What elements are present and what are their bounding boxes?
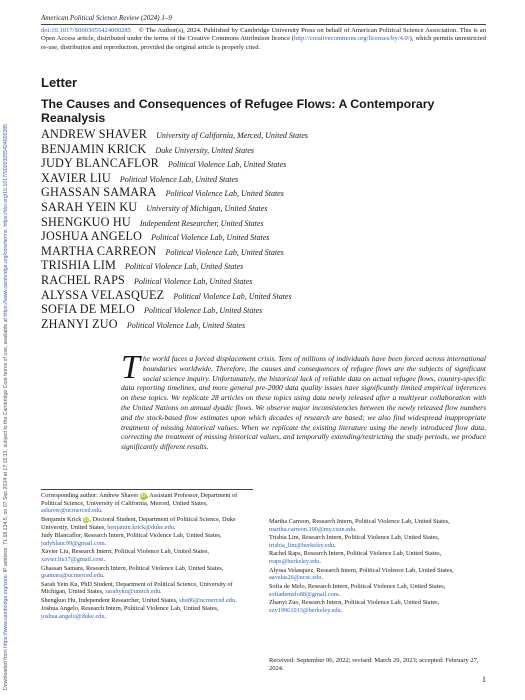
author-entry (41, 215, 486, 230)
footnote-email-link[interactable]: shu86@ucmerced.edu (179, 596, 236, 604)
author-affiliation: Political Violence Lab, United States (168, 160, 287, 170)
footnote-item: Alyssa Velasquez, Research Intern, Political Violence Lab, United States, aavelas26@ucsc.edu. (269, 566, 454, 582)
footnote-email-link[interactable]: sarahyku@umich.edu (105, 588, 161, 596)
footnote-text: Corresponding author: Andrew Shaver (41, 492, 139, 499)
orcid-icon[interactable]: iD (84, 516, 89, 522)
header-rule (41, 24, 486, 25)
article-type: Letter (41, 75, 78, 90)
footnote-text: Xavier Liu, Research Intern, Political Violence Lab, United States, (41, 548, 210, 556)
author-entry (41, 127, 486, 142)
author-name: JUDY BLANCAFLOR (41, 156, 160, 171)
author-entry (41, 317, 486, 332)
footnote-item: Judy Blancaflor, Research Intern, Political Violence Lab, United States, judyblanc99@gmail.com. (41, 532, 222, 547)
author-entry (41, 142, 486, 157)
orcid-icon[interactable]: iD (141, 493, 146, 498)
footnote-text-rest: , Doctoral Student, Department of Political Science, Duke University, United States, (41, 515, 236, 531)
author-entry (41, 229, 486, 244)
author-name: SHENGKUO HU (41, 214, 131, 229)
author-entry (41, 171, 486, 186)
sidebar-text: . IP address: 71.68.134.5, on 07 Sep 2024 at 17:15:13, subject to the Cambridge Core terms of use, available at (3, 318, 9, 576)
footnote-item: Martha Carreon, Research Intern, Political Violence Lab, United States, martha.carreon.100@my.csun.edu. (269, 518, 450, 533)
author-entry (41, 200, 486, 215)
sidebar-sep: . (3, 228, 9, 230)
author-name: ZHANYI ZUO (41, 316, 118, 331)
footnote-email-link[interactable]: martha.carreon.100@my.csun.edu (269, 525, 356, 533)
license-end: ), which permits unrestricted re-use, distribution and reproduction, provided the original article is properly cited. (41, 35, 486, 51)
footnote-email-link[interactable]: rraps@berkeley.edu (269, 558, 320, 566)
footnote-email-link[interactable]: xavier.liu17@gmail.com (41, 556, 104, 564)
footnote-email-link[interactable]: joshua.angelo@duke.edu (41, 613, 105, 621)
author-name: BENJAMIN KRICK (41, 141, 147, 156)
footnotes-right (269, 518, 486, 615)
page-number: 1 (482, 675, 486, 684)
footnote-text: Zhanyi Zuo, Research Intern, Political Violence Lab, United States, (269, 599, 440, 607)
footnote-item: Xavier Liu, Research Intern, Political Violence Lab, United States, xavier.liu17@gmail.com. (41, 548, 210, 564)
footnote-email-link[interactable]: aavelas26@ucsc.edu (269, 574, 322, 582)
footnote-email-link[interactable]: zzy19961013@berkeley.edu (269, 606, 341, 614)
author-affiliation: Political Violence Lab, United States (126, 320, 246, 330)
author-affiliation: Duke University, United States (155, 145, 255, 155)
journal-header: American Political Science Review (2024) 1–9 (41, 14, 172, 22)
footnote-text: Ghassan Samara, Research Intern, Political Violence Lab, United States, (41, 564, 224, 572)
footnote-email-link[interactable]: ashaver@ucmerced.edu (41, 507, 102, 515)
author-name: JOSHUA ANGELO (41, 229, 143, 244)
footnote-item: Benjamin Krick iD, Doctoral Student, Department of Political Science, Duke University, United States, benjamin.krick@duke.edu. (41, 515, 236, 531)
author-name: MARTHA CARREON (41, 243, 157, 258)
footnote-text: Shengkuo Hu, Independent Researcher, United States, (41, 596, 178, 604)
author-name: RACHEL RAPS (41, 272, 126, 287)
license-link[interactable]: http://creativecommons.org/licenses/by/4.0/ (294, 35, 410, 43)
author-affiliation: Political Violence Lab, United States (134, 276, 253, 286)
footnote-item: Sarah Yein Ku, PhD Student, Department of Political Science, University of Michigan, United States, sarahyku@umich.edu. (41, 580, 233, 596)
sidebar-link-terms[interactable]: https://www.cambridge.org/core/terms (3, 229, 9, 317)
doi-link[interactable]: doi:10.1017/S0003055424000285 (41, 27, 131, 34)
abstract-text: he world faces a forced displacement crisis. Tens of millions of individuals have been forced across international boundaries worldwide. Therefore, the causes and consequences of refugee flows are the subjects of significant social science inquiry. Unfortunately, the historical lack of reliable data on actual refugee flows, country-specific data reporting timelines, and more general pre-2000 data quality issues have significantly limited empirical inferences on these topics. We replicate 28 articles on these topics using data newly released after a multiyear collaboration with the United Nations on annual dyadic flows. We observe major inconsistencies between the newly released flow numbers and the stock-based flow estimates upon which decades of research are based; we also find widespread inappropriate treatment of missing historical values. When we replicate the existing literature using the newly introduced flow data, correcting the treatment of missing historical values, and temporally extending/restricting the study periods, we produce significantly different results. (121, 354, 486, 452)
author-entry (41, 273, 486, 288)
author-name: TRISHIA LIM (41, 258, 116, 273)
footnote-email-link[interactable]: benjamin.krick@duke.edu (107, 523, 174, 531)
footnote-item: Zhanyi Zuo, Research Intern, Political Violence Lab, United States, zzy19961013@berkeley.edu. (269, 599, 440, 614)
author-entry (41, 156, 486, 171)
footnote-rule (41, 489, 253, 490)
author-affiliation: University of California, Merced, United States (156, 131, 308, 140)
author-affiliation: Political Violence Lab, United States (173, 291, 292, 301)
author-name: XAVIER LIU (41, 170, 111, 185)
footnote-item: Ghassan Samara, Research Intern, Political Violence Lab, United States, gsamara@ucmerced.edu. (41, 564, 224, 580)
footnote-email-link[interactable]: judyblanc99@gmail.com (41, 539, 105, 547)
license-text: © The Author(s), 2024. Published by Cambridge University Press on behalf of American Political Science Association. This is an Open Access article, distributed under the terms of the Creative Commons Attribution licence ( (41, 27, 486, 43)
author-affiliation: University of Michigan, United States (146, 203, 268, 213)
author-entry (41, 302, 486, 317)
footnote-item: Sofia de Melo, Research Intern, Political Violence Lab, United States, sofiademelo88@gmail.com. (269, 582, 446, 598)
footnotes-left (41, 492, 253, 622)
author-entry (41, 244, 486, 259)
author-affiliation: Political Violence Lab, United States (125, 262, 244, 272)
author-entry (41, 288, 486, 303)
footnote-text: Joshua Angelo, Research Intern, Political Violence Lab, United States, (41, 605, 219, 613)
author-name: GHASSAN SAMARA (41, 185, 157, 200)
footnote-email-link[interactable]: trishia_lim@berkeley.edu (269, 541, 335, 549)
footnote-text-rest: , Assistant Professor, Department of Political Science, University of California, Merced, United States, (41, 492, 238, 507)
author-affiliation: Political Violence Lab, United States (144, 306, 263, 316)
author-name: SARAH YEIN KU (41, 199, 138, 214)
sidebar-link-core[interactable]: https://www.cambridge.org/core (3, 575, 9, 648)
footnote-text: Rachel Raps, Research Intern, Political Violence Lab, United States, (269, 550, 442, 558)
footnote-email-link[interactable]: gsamara@ucmerced.edu (41, 572, 103, 580)
author-affiliation: Political Violence Lab, United States (119, 174, 239, 184)
article-title: The Causes and Consequences of Refugee Flows: A Contemporary Reanalysis (41, 97, 435, 125)
received-dates: Received: September 06, 2022; revised: March 29, 2023; accepted: February 27, 2024. (269, 657, 479, 673)
author-name: SOFIA DE MELO (41, 302, 136, 317)
author-entry (41, 258, 486, 273)
article-page (41, 0, 486, 700)
footnote-item: Joshua Angelo, Research Intern, Political Violence Lab, United States, joshua.angelo@duke.edu. (41, 605, 219, 621)
license-notice (41, 27, 486, 52)
author-name: ANDREW SHAVER (41, 127, 148, 141)
footnote-text: Judy Blancaflor, Research Intern, Political Violence Lab, United States, (41, 532, 222, 540)
author-list (41, 127, 486, 331)
footnote-item: Shengkuo Hu, Independent Researcher, United States, shu86@ucmerced.edu. (41, 596, 237, 604)
footnote-text: Alyssa Velasquez, Research Intern, Political Violence Lab, United States, (269, 566, 454, 574)
footnote-email-link[interactable]: sofiademelo88@gmail.com (269, 590, 339, 598)
footnote-text: Sofia de Melo, Research Intern, Political Violence Lab, United States, (269, 582, 446, 590)
abstract (121, 349, 486, 452)
author-name: ALYSSA VELASQUEZ (41, 287, 165, 302)
author-affiliation: Political Violence Lab, United States (151, 233, 270, 243)
footnote-item: Corresponding author: Andrew Shaver iD, Assistant Professor, Department of Political Science, University of California, Merced, United States, ashaver@ucmerced.edu. (41, 492, 238, 515)
sidebar-prefix: Downloaded from (3, 649, 9, 690)
author-entry (41, 185, 486, 200)
author-affiliation: Political Violence Lab, United States (165, 189, 284, 199)
author-affiliation: Independent Researcher, United States (139, 218, 264, 228)
footnote-item: Rachel Raps, Research Intern, Political Violence Lab, United States, rraps@berkeley.edu. (269, 550, 442, 566)
abstract-dropcap: T (121, 349, 140, 386)
footnote-text: Martha Carreon, Research Intern, Political Violence Lab, United States, (269, 518, 450, 525)
download-sidebar (3, 40, 13, 690)
footnote-text: Benjamin Krick (41, 515, 82, 523)
footnote-text: Trishia Lim, Research Intern, Political Violence Lab, United States, (269, 534, 440, 542)
sidebar-link-doi[interactable]: https://doi.org/10.1017/S0003055424000285 (3, 123, 9, 227)
author-affiliation: Political Violence Lab, United States (165, 247, 284, 257)
footnote-text: Sarah Yein Ku, PhD Student, Department of Political Science, University of Michigan, United States, (41, 580, 233, 596)
footnote-item: Trishia Lim, Research Intern, Political Violence Lab, United States, trishia_lim@berkeley.edu. (269, 534, 440, 549)
